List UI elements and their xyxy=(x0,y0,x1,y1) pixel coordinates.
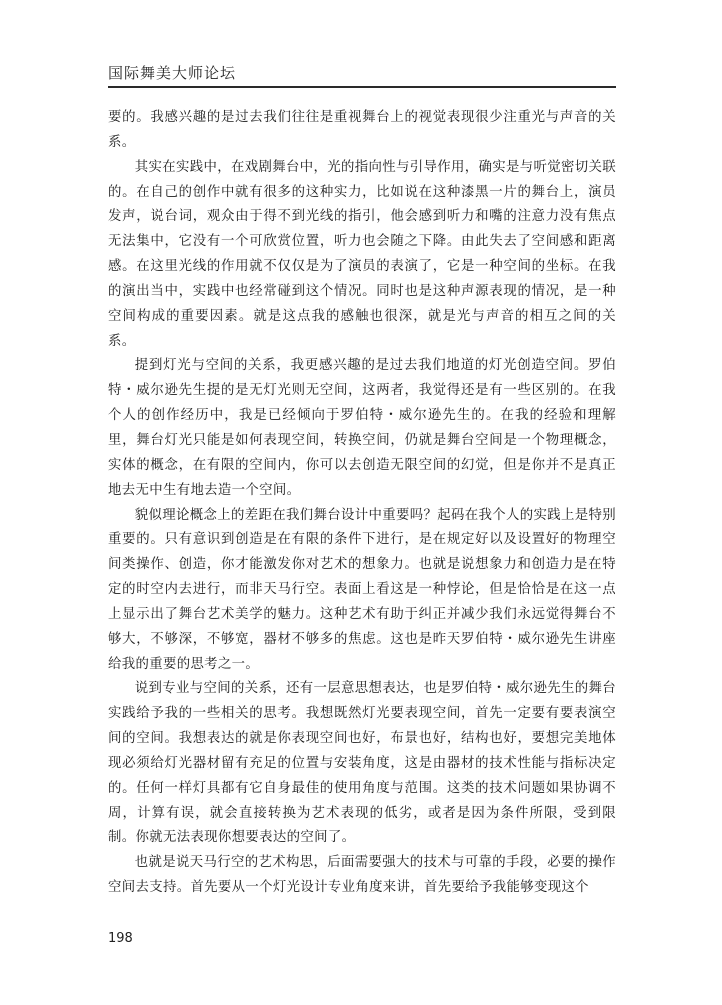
header-title: 国际舞美大师论坛 xyxy=(108,64,237,82)
body-text xyxy=(108,106,616,901)
paragraph: 其实在实践中，在戏剧舞台中，光的指向性与引导作用，确实是与听觉密切关联的。在自己的创作中就有很多的这种实力，比如说在这种漆黑一片的舞台上，演员发声，说台词，观众由于得不到光线的指引，他会感到听力和嘴的注意力没有焦点无法集中，它没有一个可欣赏位置，听力也会随之下降。由此失去了空间感和距离感。在这里光线的作用就不仅仅是为了演员的表演了，它是一种空间的坐标。在我的演出当中，实践中也经常碰到这个情况。同时也是这种声源表现的情况，是一种空间构成的重要因素。就是这点我的感触也很深，就是光与声音的相互之间的关系。 xyxy=(108,159,616,349)
paragraph: 说到专业与空间的关系，还有一层意思想表达，也是罗伯特・威尔逊先生的舞台实践给予我的一些相关的思考。我想既然灯光要表现空间，首先一定要有要表演空间的空间。我想表达的就是你表现空间也好，布景也好，结构也好，要想完美地体现必须给灯光器材留有充足的位置与安装角度，这是由器材的技术性能与指标决定的。任何一样灯具都有它自身最佳的使用角度与范围。这类的技术问题如果协调不周，计算有误，就会直接转换为艺术表现的低劣，或者是因为条件所限，受到限制。你就无法表现你想要表达的空间了。 xyxy=(108,681,616,846)
paragraph: 提到灯光与空间的关系，我更感兴趣的是过去我们地道的灯光创造空间。罗伯特・威尔逊先生提的是无灯光则无空间，这两者，我觉得还是有一些区别的。在我个人的创作经历中，我是已经倾向于罗伯特・威尔逊先生的。在我的经验和理解里，舞台灯光只能是如何表现空间，转换空间，仍就是舞台空间是一个物理概念，实体的概念，在有限的空间内，你可以去创造无限空间的幻觉，但是你并不是真正地去无中生有地去造一个空间。 xyxy=(108,358,616,498)
paragraph: 貌似理论概念上的差距在我们舞台设计中重要吗？起码在我个人的实践上是特别重要的。只有意识到创造是在有限的条件下进行，是在规定好以及设置好的物理空间类操作、创造，你才能激发你对艺术的想象力。也就是说想象力和创造力是在特定的时空内去进行，而非天马行空。表面上看这是一种悖论，但是恰恰是在这一点上显示出了舞台艺术美学的魅力。这种艺术有助于纠正并减少我们永远觉得舞台不够大，不够深，不够宽，器材不够多的焦虑。这也是昨天罗伯特・威尔逊先生讲座给我的重要的思考之一。 xyxy=(108,507,616,672)
page-number: 198 xyxy=(108,931,133,946)
paragraph: 也就是说天马行空的艺术构思，后面需要强大的技术与可靠的手段，必要的操作空间去支持。首先要从一个灯光设计专业角度来讲，首先要给予我能够变现这个 xyxy=(108,855,616,896)
running-header xyxy=(108,62,616,88)
paragraph-continuation: 要的。我感兴趣的是过去我们往往是重视舞台上的视觉表现很少注重光与声音的关系。 xyxy=(108,110,616,150)
